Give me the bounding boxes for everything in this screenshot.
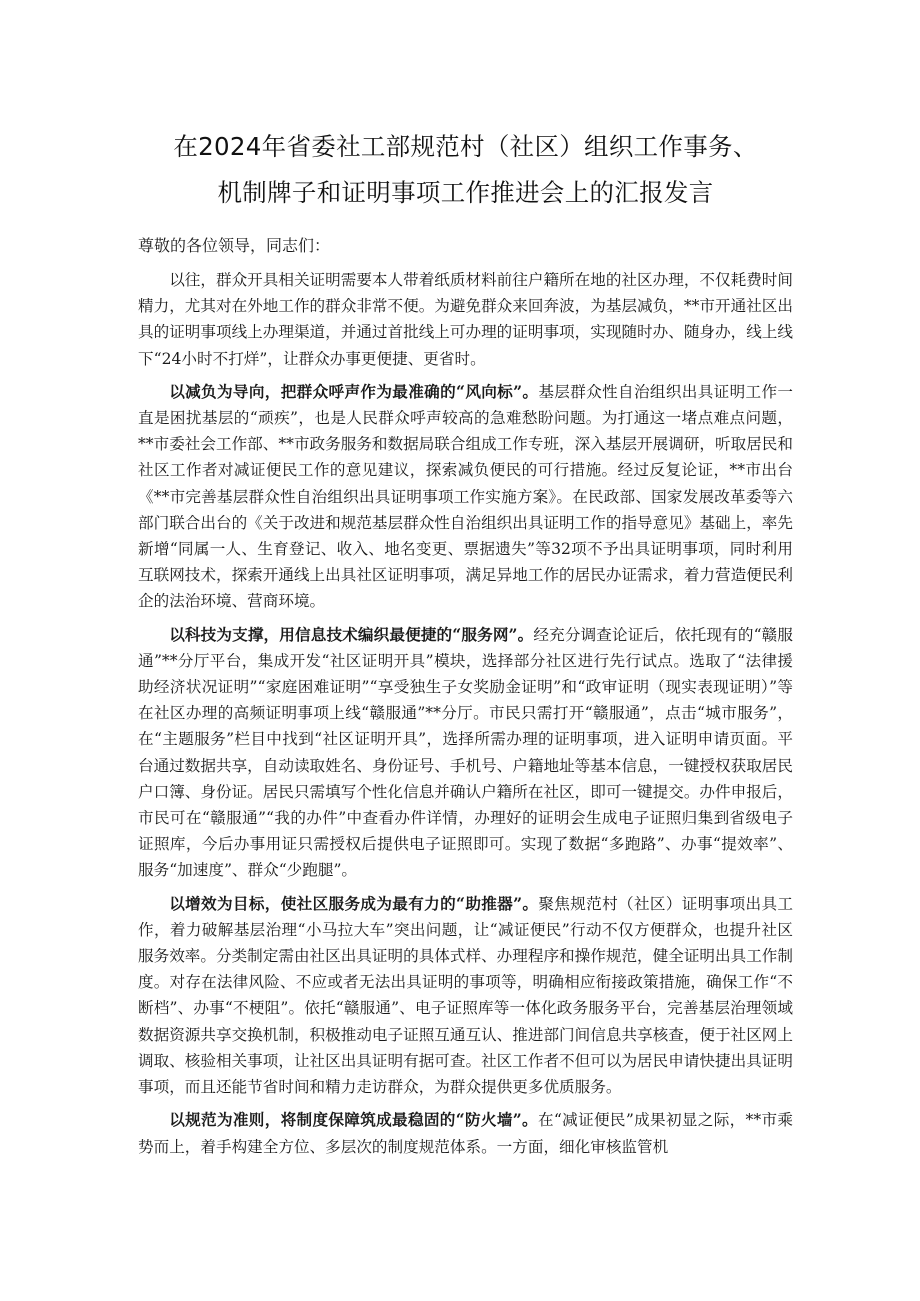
paragraph-lead: 以规范为准则，将制度保障筑成最稳固的“防火墙”。: [169, 1110, 538, 1130]
paragraph-body: 基层群众性自治组织出具证明工作一直是困扰基层的“顽疾”，也是人民群众呼声较高的急难愁盼问题。为打通这一堵点难点问题，**市委社会工作部、**市政务服务和数据局联合组成工作专班，深入基层开展调研，听取居民和社区工作者对减证便民工作的意见建议，探索减负便民的可行措施。经过反复论证，**市出台《**市完善基层群众性自治组织出具证明事项工作实施方案》。在民政部、国家发展改革委等六部门联合出台的《关于改进和规范基层群众性自治组织出具证明工作的指导意见》基础上，率先新增“同属一人、生育登记、收入、地名变更、票据遗失”等32项不予出具证明事项，同时利用互联网技术，探索开通线上出具社区证明事项，满足异地工作的居民办证需求，着力营造便民利企的法治环境、营商环境。: [138, 382, 793, 611]
paragraph-technology-support: [138, 622, 793, 884]
paragraph-body: 以往，群众开具相关证明需要本人带着纸质材料前往户籍所在地的社区办理，不仅耗费时间精力，尤其对在外地工作的群众非常不便。为避免群众来回奔波，为基层减负，**市开通社区出具的证明事项线上办理渠道，并通过首批线上可办理的证明事项，实现随时办、随身办，线上线下“24小时不打烊”，让群众办事更便捷、更省时。: [138, 271, 793, 368]
paragraph-body: 经充分调查论证后，依托现有的“赣服通”**分厅平台，集成开发“社区证明开具”模块，选择部分社区进行先行试点。选取了“法律援助经济状况证明”“家庭困难证明”“享受独生子女奖励金证明”和“政审证明（现实表现证明）”等在社区办理的高频证明事项上线“赣服通”**分厅。市民只需打开“赣服通”，点击“城市服务”，在“主题服务”栏目中找到“社区证明开具”，选择所需办理的证明事项，进入证明申请页面。平台通过数据共享，自动读取姓名、身份证号、手机号、户籍地址等基本信息，一键授权获取居民户口簿、身份证。居民只需填写个性化信息并确认户籍所在社区，即可一键提交。办件申报后，市民可在“赣服通”“我的办件”中查看办件详情，办理好的证明会生成电子证照归集到省级电子证照库，今后办事用证只需授权后提供电子证照即可。实现了数据“多跑路”、办事“提效率”、服务“加速度”、群众“少跑腿”。: [138, 625, 793, 880]
paragraph-burden-reduction: [138, 379, 793, 615]
title-line-1: 在2024年省委社工部规范村（社区）组织工作事务、: [173, 132, 758, 161]
paragraph-lead: 以减负为导向，把群众呼声作为最准确的“风向标”。: [169, 381, 539, 401]
paragraph-lead: 以科技为支撑，用信息技术编织最便捷的“服务网”。: [169, 624, 534, 644]
paragraph-efficiency-goal: [138, 891, 793, 1101]
paragraph-intro: [138, 267, 793, 372]
document-title: [138, 124, 793, 216]
paragraph-body: 聚焦规范村（社区）证明事项出具工作，着力破解基层治理“小马拉大车”突出问题，让“减证便民”行动不仅方便群众，也提升社区服务效率。分类制定需由社区出具证明的具体式样、办理程序和操作规范，健全证明出具工作制度。对存在法律风险、不应或者无法出具证明的事项等，明确相应衔接政策措施，确保工作“不断档”、办事“不梗阻”。依托“赣服通”、电子证照库等一体化政务服务平台，完善基层治理领域数据资源共享交换机制，积极推动电子证照互通互认、推进部门间信息共享核查，便于社区网上调取、核验相关事项，让社区出具证明有据可查。社区工作者不但可以为居民申请快捷出具证明事项，而且还能节省时间和精力走访群众，为群众提供更多优质服务。: [138, 894, 793, 1097]
document-page: [138, 124, 793, 1167]
paragraph-regulation-standard: [138, 1107, 793, 1159]
paragraph-body: 在“减证便民”成果初显之际，**市乘势而上，着手构建全方位、多层次的制度规范体系。一方面，细化审核监管机: [138, 1111, 793, 1156]
paragraph-lead: 以增效为目标，使社区服务成为最有力的“助推器”。: [169, 893, 539, 913]
salutation: 尊敬的各位领导，同志们：: [138, 236, 331, 255]
title-line-2: 机制牌子和证明事项工作推进会上的汇报发言: [217, 178, 714, 207]
